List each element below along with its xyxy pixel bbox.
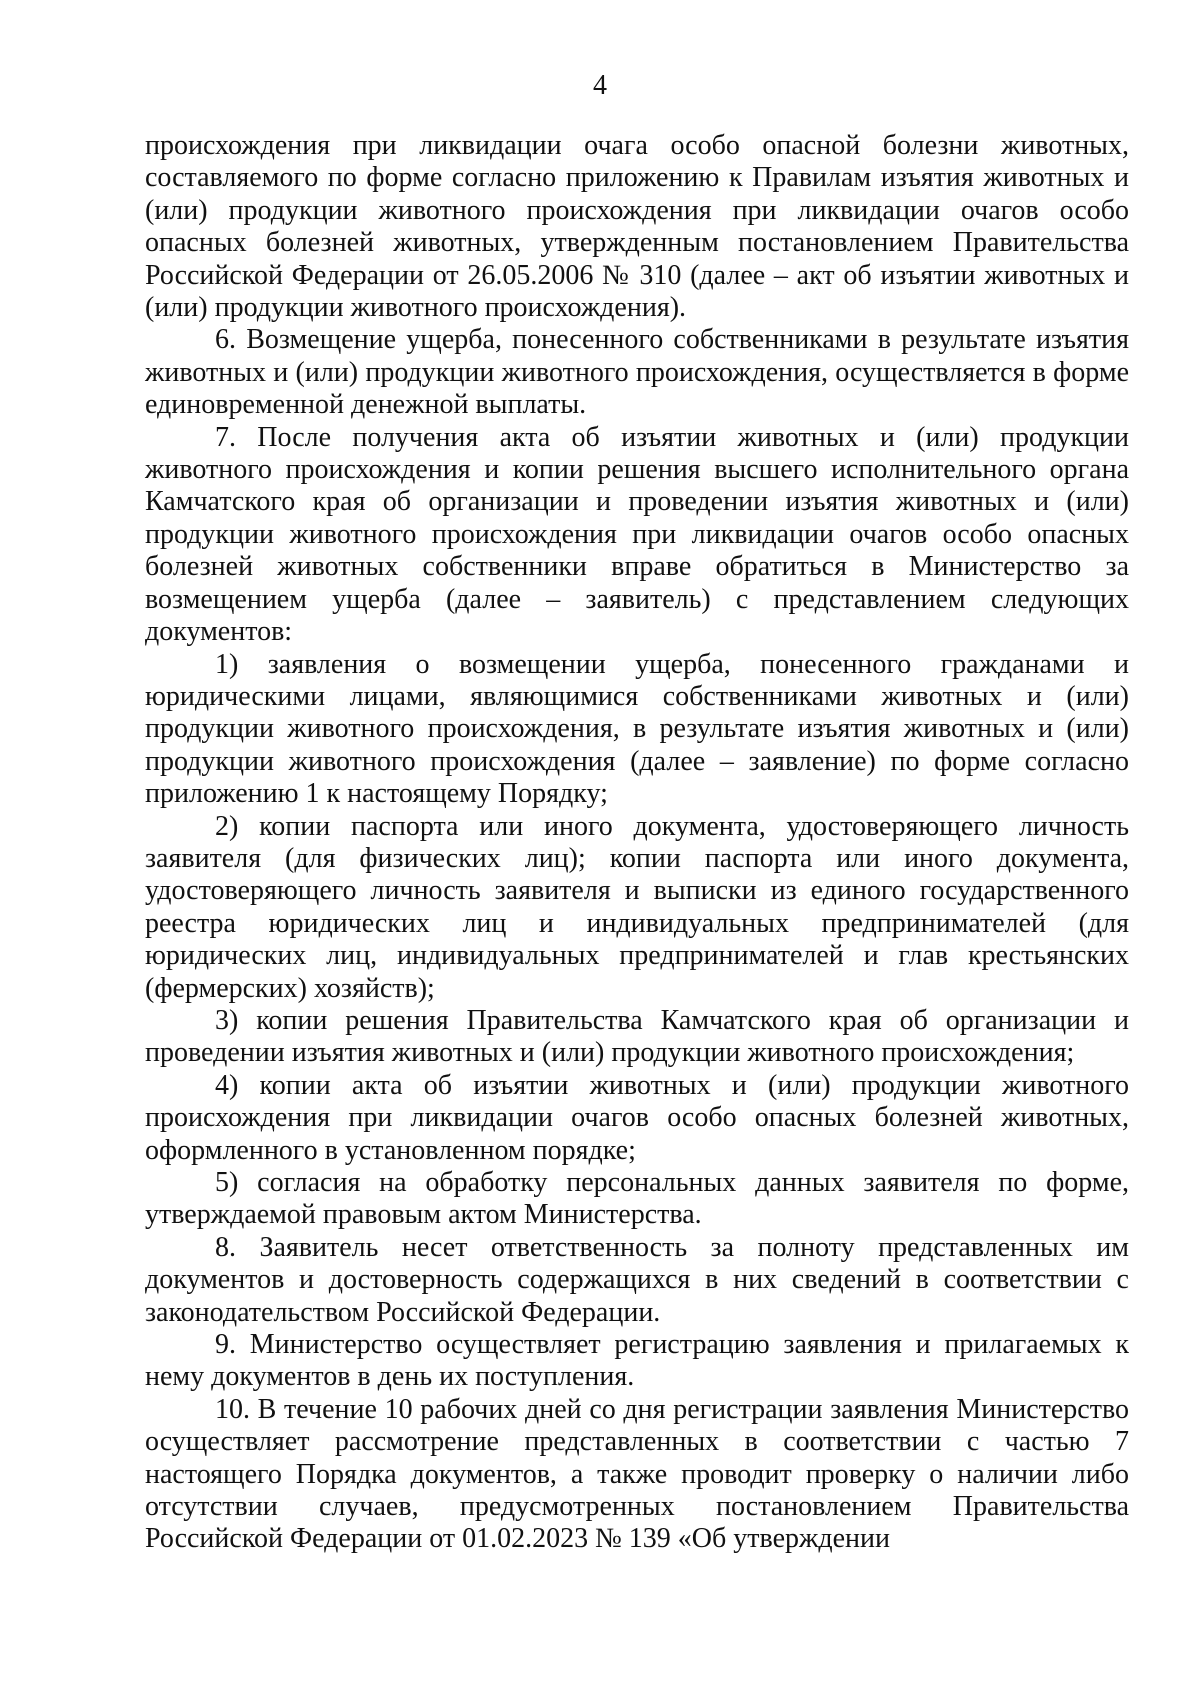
paragraph-7: 7. После получения акта об изъятии животных и (или) продукции животного происхождения и копии решения высшего исполнительного органа Камчатского края об организации и проведении изъятия животных и (или) продукции животного происхождения при ликвидации очагов особо опасных болезней животных собственники вправе обратиться в Министерство за возмещением ущерба (далее – заявитель) с представлением следующих документов: xyxy=(145,421,1129,648)
paragraph-10: 10. В течение 10 рабочих дней со дня регистрации заявления Министерство осуществляет рассмотрение представленных в соответствии с частью 7 настоящего Порядка документов, а также проводит проверку о наличии либо отсутствии случаев, предусмотренных постановлением Правительства Российской Федерации от 01.02.2023 № 139 «Об утверждении xyxy=(145,1393,1129,1555)
paragraph-6: 6. Возмещение ущерба, понесенного собственниками в результате изъятия животных и (или) продукции животного происхождения, осуществляется в форме единовременной денежной выплаты. xyxy=(145,324,1129,421)
paragraph-continuation: происхождения при ликвидации очага особо опасной болезни животных, составляемого по форме согласно приложению к Правилам изъятия животных и (или) продукции животного происхождения при ликвидации очагов особо опасных болезней животных, утвержденным постановлением Правительства Российской Федерации от 26.05.2006 № 310 (далее – акт об изъятии животных и (или) продукции животного происхождения). xyxy=(145,130,1129,324)
list-item-5: 5) согласия на обработку персональных данных заявителя по форме, утверждаемой правовым актом Министерства. xyxy=(145,1167,1129,1231)
document-body xyxy=(145,130,1129,1556)
paragraph-8: 8. Заявитель несет ответственность за полноту представленных им документов и достоверность содержащихся в них сведений в соответствии с законодательством Российской Федерации. xyxy=(145,1231,1129,1328)
list-item-1: 1) заявления о возмещении ущерба, понесенного гражданами и юридическими лицами, являющимися собственниками животных и (или) продукции животного происхождения, в результате изъятия животных и (или) продукции животного происхождения (далее – заявление) по форме согласно приложению 1 к настоящему Порядку; xyxy=(145,648,1129,810)
list-item-4: 4) копии акта об изъятии животных и (или) продукции животного происхождения при ликвидации очагов особо опасных болезней животных, оформленного в установленном порядке; xyxy=(145,1069,1129,1166)
paragraph-9: 9. Министерство осуществляет регистрацию заявления и прилагаемых к нему документов в день их поступления. xyxy=(145,1329,1129,1393)
page-number: 4 xyxy=(593,70,607,101)
list-item-3: 3) копии решения Правительства Камчатского края об организации и проведении изъятия животных и (или) продукции животного происхождения; xyxy=(145,1004,1129,1069)
list-item-2: 2) копии паспорта или иного документа, удостоверяющего личность заявителя (для физических лиц); копии паспорта или иного документа, удостоверяющего личность заявителя и выписки из единого государственного реестра юридических лиц и индивидуальных предпринимателей (для юридических лиц, индивидуальных предпринимателей и глав крестьянских (фермерских) хозяйств); xyxy=(145,810,1129,1004)
